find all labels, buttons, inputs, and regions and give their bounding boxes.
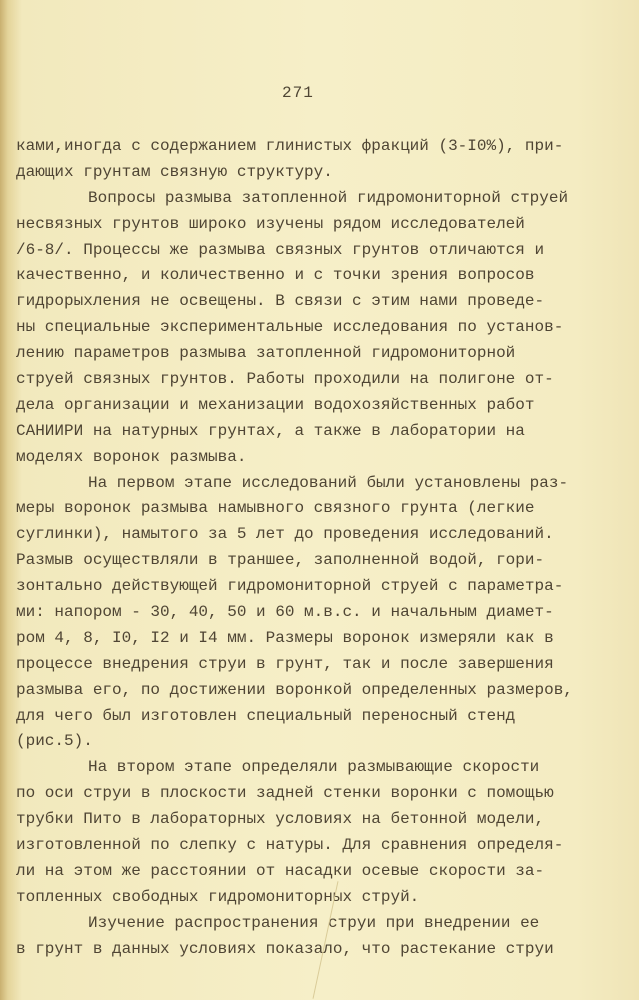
- text-line: в грунт в данных условиях показало, что растекание струи: [16, 939, 554, 958]
- text-line: трубки Пито в лабораторных условиях на бетонной модели,: [16, 810, 545, 829]
- text-line: ны специальные экспериментальные исследования по установ-: [16, 318, 564, 337]
- text-line: суглинки), намытого за 5 лет до проведения исследований.: [16, 525, 554, 544]
- text-line: процессе внедрения струи в грунт, так и после завершения: [16, 654, 554, 673]
- text-line: ми: напором - 30, 40, 50 и 60 м.в.с. и начальным диамет-: [16, 603, 554, 622]
- text-line: моделях воронок размыва.: [16, 447, 247, 466]
- text-line: дающих грунтам связную структуру.: [16, 162, 333, 181]
- page-number: 271: [282, 84, 314, 102]
- text-line: качественно, и количественно и с точки зрения вопросов: [16, 266, 535, 285]
- text-line: для чего был изготовлен специальный переносный стенд: [16, 706, 516, 725]
- body-text: [16, 134, 573, 963]
- text-line: зонтально действующей гидромониторной струей с параметра-: [16, 577, 564, 596]
- text-line: меры воронок размыва намывного связного грунта (легкие: [16, 499, 535, 518]
- text-line: топленных свободных гидромониторных струй.: [16, 887, 420, 906]
- text-line: гидрорыхления не освещены. В связи с этим нами проведе-: [16, 292, 545, 311]
- text-line: по оси струи в плоскости задней стенки воронки с помощью: [16, 784, 554, 803]
- text-line: ром 4, 8, I0, I2 и I4 мм. Размеры воронок измеряли как в: [16, 628, 554, 647]
- text-line: размыва его, по достижении воронкой определенных размеров,: [16, 680, 573, 699]
- text-line: Вопросы размыва затопленной гидромониторной струей: [88, 188, 569, 207]
- text-line: ками,иногда с содержанием глинистых фракций (3-I0%), при-: [16, 137, 564, 155]
- text-line: На первом этапе исследований были установлены раз-: [88, 473, 569, 492]
- text-line: изготовленной по слепку с натуры. Для сравнения определя-: [16, 836, 564, 855]
- text-line: На втором этапе определяли размывающие скорости: [88, 758, 540, 777]
- text-line: лению параметров размыва затопленной гидромониторной: [16, 344, 516, 363]
- text-line: (рис.5).: [16, 732, 93, 751]
- text-line: ли на этом же расстоянии от насадки осевые скорости за-: [16, 861, 545, 880]
- text-line: дела организации и механизации водохозяйственных работ: [16, 395, 535, 414]
- text-line: струей связных грунтов. Работы проходили на полигоне от-: [16, 370, 554, 389]
- text-line: /6-8/. Процессы же размыва связных грунтов отличаются и: [16, 240, 545, 259]
- text-line: несвязных грунтов широко изучены рядом исследователей: [16, 214, 525, 233]
- text-line: Размыв осуществляли в траншее, заполненной водой, гори-: [16, 551, 545, 570]
- text-line: Изучение распространения струи при внедрении ее: [88, 913, 540, 932]
- text-line: САНИИРИ на натурных грунтах, а также в лаборатории на: [16, 421, 525, 440]
